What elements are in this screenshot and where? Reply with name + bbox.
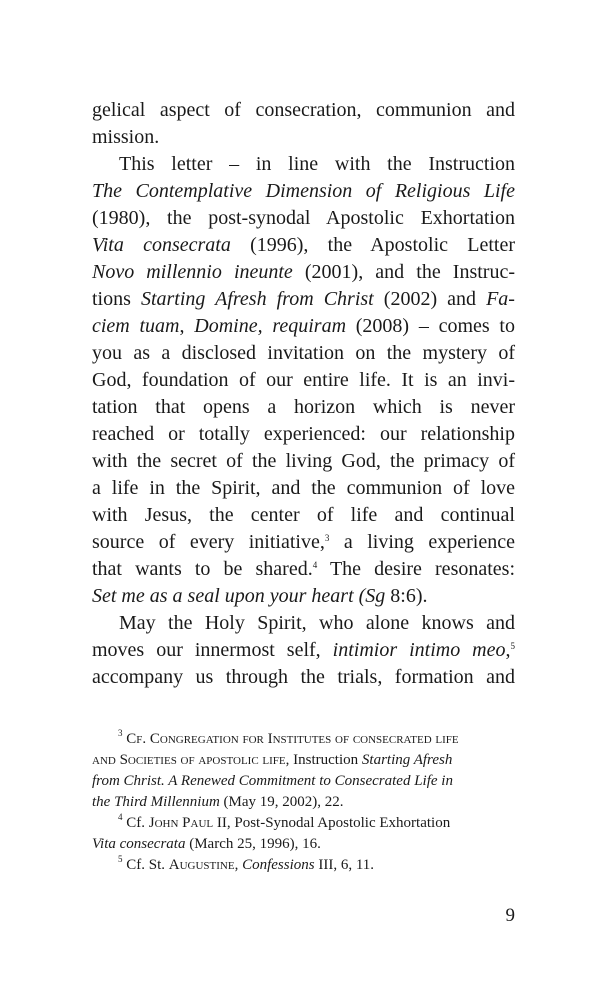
text-line: gelical aspect of consecration, communion and (92, 99, 515, 121)
text-run: , (234, 857, 243, 873)
footnote-line (118, 855, 515, 876)
text-line (92, 529, 515, 556)
footnote-ref[interactable]: 5 (510, 641, 515, 651)
page-number: 9 (505, 905, 515, 926)
italic-title: Vita consecrata (92, 234, 231, 256)
text-run: Augustine (168, 857, 235, 873)
text-line: a life in the Spirit, and the communion of love (92, 477, 515, 499)
footnote-ref[interactable]: 3 (324, 533, 330, 543)
text-line: God, foundation of our entire life. It is an invi- (92, 369, 515, 391)
footnotes (92, 728, 515, 876)
text-line: with Jesus, the center of life and continual (92, 504, 515, 526)
italic-title: Starting Afresh from Christ (140, 288, 374, 310)
text-run: moves our innermost self, (92, 639, 333, 661)
text-run: that wants to be shared. (92, 558, 313, 580)
italic-title: Domine, requiram (194, 315, 347, 337)
text-run: and Societies of apostolic life (92, 752, 286, 768)
text-run: (2008) – comes to (346, 315, 515, 337)
italic-title: ciem tuam (92, 315, 180, 337)
text-run: II, Post-Synodal Apostolic Exhortation (213, 815, 451, 831)
text-run: Cf. (122, 815, 149, 831)
text-line: mission. (92, 126, 160, 148)
text-run: (May 19, 2002), 22. (219, 794, 344, 810)
text-run: , (179, 315, 195, 337)
text-run: Cf. Congregation for Institutes of consecrated life (122, 731, 459, 747)
footnote-number: 3 (118, 728, 123, 738)
text-run: a living experience (329, 531, 515, 553)
text-line: (1980), the post-synodal Apostolic Exhortation (92, 207, 515, 229)
text-line (92, 313, 515, 340)
italic-quote: Set me as a seal upon your heart (Sg (92, 585, 386, 607)
text-line: May the Holy Spirit, who alone knows and (119, 612, 515, 634)
text-line: with the secret of the living God, the primacy of (92, 450, 515, 472)
text-line: accompany us through the trials, formation and (92, 666, 515, 688)
italic-title: Vita consecrata (92, 836, 186, 852)
footnote-number: 5 (118, 854, 123, 864)
text-line (92, 583, 515, 610)
italic-title: Confessions (242, 857, 315, 873)
italic-title: the Third Millennium (92, 794, 220, 810)
footnote-line (118, 813, 515, 834)
text-line (92, 178, 515, 205)
text-run: (March 25, 1996), 16. (185, 836, 321, 852)
text-run: Cf. St. (122, 857, 169, 873)
text-line (92, 637, 515, 664)
footnote-line (92, 792, 515, 813)
text-run: (2002) and (373, 288, 487, 310)
italic-title: from Christ. A Renewed Commitment to Consecrated Life in (92, 773, 453, 789)
footnote-ref[interactable]: 4 (312, 560, 318, 570)
text-line (92, 286, 515, 313)
footnote-line (92, 750, 515, 771)
italic-title: Starting Afresh (361, 752, 453, 768)
text-line (92, 259, 515, 286)
text-run: (1996), the Apostolic Letter (230, 234, 515, 256)
main-text (92, 97, 515, 691)
italic-title: The Contemplative Dimension of Religious Life (92, 180, 515, 202)
text-run: source of every initiative, (92, 531, 325, 553)
text-run: , (505, 639, 511, 661)
footnote-line (92, 771, 515, 792)
text-run: III, 6, 11. (314, 857, 375, 873)
italic-title: Novo millennio ineunte (92, 261, 293, 283)
italic-quote: intimior intimo meo (332, 639, 506, 661)
text-line: you as a disclosed invitation on the mystery of (92, 342, 515, 364)
footnote-line (92, 834, 515, 855)
text-line (92, 232, 515, 259)
italic-title: Fa- (486, 288, 515, 310)
text-run: tions (92, 288, 141, 310)
text-line (92, 556, 515, 583)
text-run: The desire resonates: (317, 558, 515, 580)
text-run: (2001), and the Instruc- (292, 261, 515, 283)
text-line: tation that opens a horizon which is never (92, 396, 515, 418)
text-run: John Paul (148, 815, 214, 831)
text-line: reached or totally experienced: our relationship (92, 423, 515, 445)
text-run: , Instruction (285, 752, 362, 768)
footnote-line (118, 729, 515, 750)
text-line: This letter – in line with the Instruction (119, 153, 515, 175)
footnote-number: 4 (118, 812, 123, 822)
text-run: 8:6). (385, 585, 428, 607)
